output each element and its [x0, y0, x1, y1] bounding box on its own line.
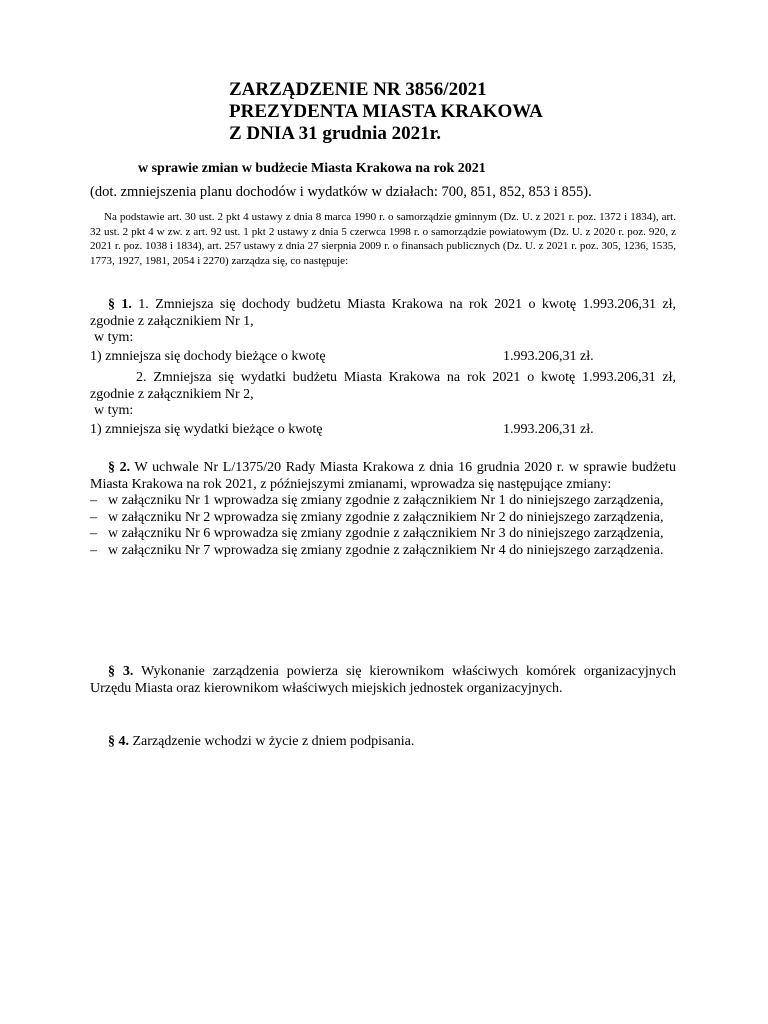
section-1-item-1-label: 1) zmniejsza się dochody bieżące o kwotę: [90, 348, 326, 364]
section-1-item-1-value: 1.993.206,31 zł.: [503, 348, 594, 364]
dash-marker: –: [90, 542, 97, 558]
section-1: [90, 297, 676, 438]
legal-basis: [90, 210, 676, 268]
section-3-text-block: [90, 664, 676, 697]
section-1-para-1-text: 1. Zmniejsza się dochody budżetu Miasta Krakowa na rok 2021 o kwotę 1.993.206,31 zł, zgodnie z załącznikiem Nr 1,: [90, 297, 676, 329]
section-3-text: Wykonanie zarządzenia powierza się kierownikom właściwych komórek organizacyjnych Urzędu Miasta oraz kierownikom właściwych miejskich jednostek organizacyjnych.: [90, 664, 676, 696]
title-line-3: Z DNIA 31 grudnia 2021r.: [229, 123, 442, 144]
title-line-1: ZARZĄDZENIE NR 3856/2021: [229, 79, 487, 100]
section-2-intro: [90, 460, 676, 493]
document-subnote: (dot. zmniejszenia planu dochodów i wydatków w działach: 700, 851, 852, 853 i 855).: [90, 184, 592, 200]
document-subject: w sprawie zmian w budżecie Miasta Krakowa na rok 2021: [138, 161, 486, 176]
section-1-para-2: 2. Zmniejsza się wydatki budżetu Miasta Krakowa na rok 2021 o kwotę 1.993.206,31 zł, zgodnie z załącznikiem Nr 2,: [90, 370, 676, 402]
section-4-mark: § 4.: [108, 734, 129, 749]
section-1-item-2-label: 1) zmniejsza się wydatki bieżące o kwotę: [90, 421, 323, 437]
section-2-list: [90, 493, 676, 559]
section-4-text: Zarządzenie wchodzi w życie z dniem podpisania.: [129, 734, 415, 749]
section-3-mark: § 3.: [108, 664, 134, 679]
list-item-text: w załączniku Nr 1 wprowadza się zmiany zgodnie z załącznikiem Nr 1 do niniejszego zarządzenia,: [108, 493, 664, 508]
section-3: [90, 664, 676, 697]
section-1-mark: § 1.: [108, 297, 132, 312]
list-item: [90, 526, 676, 543]
section-1-para-1: [90, 297, 676, 330]
list-item: [90, 510, 676, 527]
list-item-text: w załączniku Nr 6 wprowadza się zmiany zgodnie z załącznikiem Nr 3 do niniejszego zarządzenia,: [108, 526, 664, 541]
section-1-para-2-wtym: w tym:: [94, 403, 134, 418]
legal-basis-text: Na podstawie art. 30 ust. 2 pkt 4 ustawy z dnia 8 marca 1990 r. o samorządzie gminnym (Dz. U. z 2021 r. poz. 1372 i 1834), art. 32 ust. 2 pkt 4 w zw. z art. 92 ust. 1 pkt 2 ustawy z dnia 5 czerwca 1998 r. o samorządzie powiatowym (Dz. U. z 2020 r. poz. 920, z 2021 r. poz. 1038 i 1834), art. 257 ustawy z dnia 27 sierpnia 2009 r. o finansach publicznych (Dz. U. z 2021 r. poz. 305, 1236, 1535, 1773, 1927, 1981, 2054 i 2270) zarządza się, co następuje:: [90, 211, 676, 267]
title-line-2: PREZYDENTA MIASTA KRAKOWA: [229, 101, 543, 122]
dash-marker: –: [90, 493, 97, 508]
section-1-para-2-item: [90, 422, 676, 439]
dash-marker: –: [90, 509, 97, 525]
section-1-item-2-value: 1.993.206,31 zł.: [503, 421, 594, 437]
section-2: [90, 460, 676, 559]
list-item: [90, 543, 676, 560]
list-item: [90, 493, 676, 510]
section-2-intro-text: W uchwale Nr L/1375/20 Rady Miasta Krakowa z dnia 16 grudnia 2020 r. w sprawie budżetu Miasta Krakowa na rok 2021, z późniejszymi zmianami, wprowadza się następujące zmiany:: [90, 460, 677, 492]
section-4-text-block: [90, 734, 676, 751]
dash-marker: –: [90, 526, 97, 541]
section-4: [90, 734, 676, 751]
section-1-para-1-item: [90, 349, 676, 366]
list-item-text: w załączniku Nr 7 wprowadza się zmiany zgodnie z załącznikiem Nr 4 do niniejszego zarządzenia.: [108, 542, 664, 558]
document-title: [229, 79, 543, 145]
section-1-para-1-wtym: w tym:: [94, 330, 134, 345]
section-2-mark: § 2.: [108, 460, 131, 475]
list-item-text: w załączniku Nr 2 wprowadza się zmiany zgodnie z załącznikiem Nr 2 do niniejszego zarządzenia,: [108, 509, 664, 525]
